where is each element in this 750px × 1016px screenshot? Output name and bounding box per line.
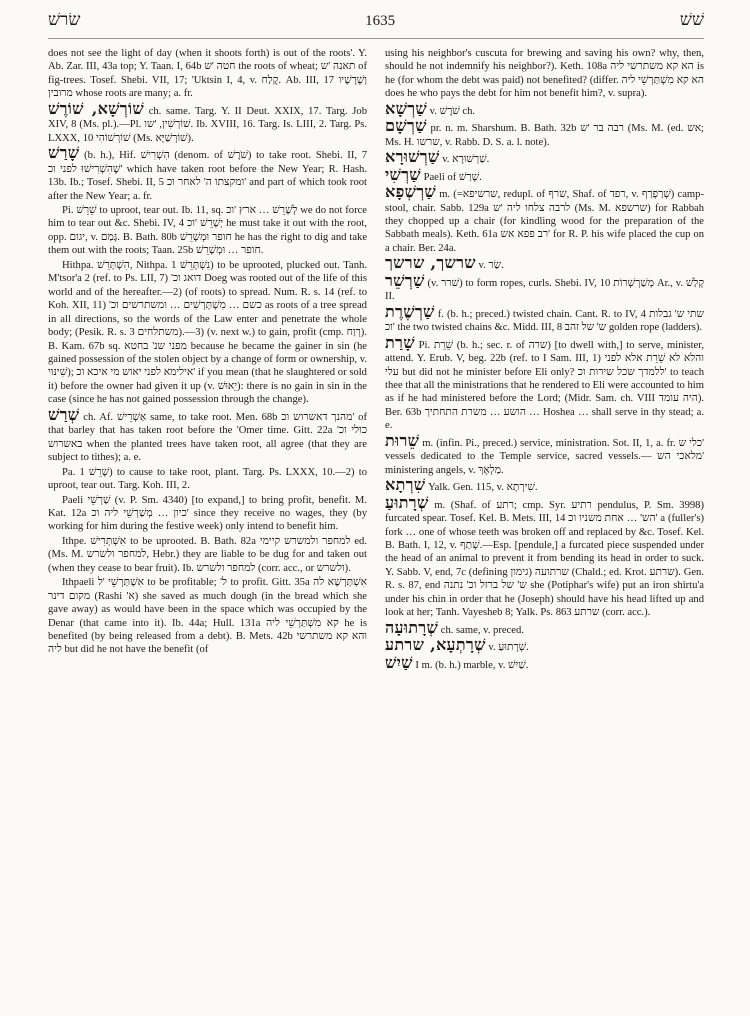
left-column xyxy=(48,47,367,672)
right-headword: שׁשׁ xyxy=(679,10,704,30)
dictionary-entry xyxy=(385,430,704,477)
entry-headword: שַׁרְשֵׁר xyxy=(385,270,425,290)
entry-headword: שָׁרַת xyxy=(385,332,415,352)
dictionary-entry xyxy=(385,253,704,273)
entry-text: v. שַׂר. xyxy=(478,260,504,272)
dictionary-entry xyxy=(385,301,704,335)
entry-text: ch. Af. אַשְׁרֵישׁ same, to take root. Men. 68b מהנך דאשרוש וכ' of that barley that has taken root before the 'Omer time. Gitt. 22a כולי וכ' באשרוש when the planted trees have taken root, all agree (that they are subject to tithes); a. e. xyxy=(48,411,367,464)
entry-text: Pi. שֵׁרֵשׁ to uproot, tear out. Ib. 11, sq. לְשָׁרֵשׁ … ארץ 'וכ we do not force him to tear out &c. Shebi. IV, 4 יְשָׁרֵשׁ 'וכ he must take it out with the root, opp. יגום, v. גָּמַם. B. Bath. 80b חופר וּמְשָׁרֵשׁ he has the right to dig and take them out with the roots; Taan. 25b חופר … וּמְשָׁרֵשׁ. xyxy=(48,204,368,257)
dictionary-entry xyxy=(385,652,704,672)
dictionary-entry xyxy=(48,494,367,534)
dictionary-entry xyxy=(385,98,704,118)
dictionary-entry xyxy=(48,535,367,575)
dictionary-entry xyxy=(48,98,368,145)
dictionary-entry xyxy=(48,143,368,203)
entry-headword: שָׁרַשׁ xyxy=(48,143,80,163)
dictionary-entry xyxy=(48,47,367,101)
entry-headword: שְׁרָתְעָא, שרתע xyxy=(385,635,486,655)
entry-text: using his neighbor's cuscuta for brewing and saving his own? why, then, should he not indemnify his neighbor?). Keth. 108a הא קא משתרשי ליה is he (for whom the debt was paid) not benefited? (differ. הא קא מִשְׁתַּרְשֵׁי ליה does he who pays the debt for him not benefit him?, v. supra). xyxy=(385,48,704,100)
entry-text: ch. same. Targ. Y. II Deut. XXIX, 17. Targ. Job XIV, 8 (Ms. pl.).—Pl. שׁוֹרְשִׁין, 'שו. Ib. XVIII, 16. Targ. Is. LIII, 2. Targ. Ps. LXXX, 10 שׁוֹרְשׁוֹהִי (Ms. שׁוֹרְשַׁיָּא). xyxy=(48,105,368,144)
entry-headword: שַׁרְשָׁא xyxy=(385,98,427,118)
entry-text: v. שֹׁרֶשׁ ch. xyxy=(429,105,476,117)
dictionary-entry xyxy=(385,116,704,149)
dictionary-entry xyxy=(385,147,704,167)
dictionary-entry xyxy=(385,635,704,655)
entry-text: pr. n. m. Sharshum. B. Bath. 32b רבה בר 'ש (Ms. M. (ed. אש; Ms. H. שרשו, v. Rabb. D. S. a. l. note). xyxy=(385,123,704,148)
dictionary-entry xyxy=(385,492,705,620)
entry-headword: שְׁרָתוּעַ xyxy=(385,492,429,512)
page-number: 1635 xyxy=(365,13,396,29)
entry-text: Ithpaeli אִשְׁתַּרְשֵׁי 'ל to be profitable; 'ל to profit. Gitt. 35a אִשְׁתַּרְשָׁא לה מקום דינר (Rashi 'א) she saved as much dough (in the bread which she gave away) as would have been in the space which was occupied by the Denar (that came into it). Ib. 44a; Hull. 131a קא מִשְׁתַּרְשֵׁי ליה he is benefited (by being released from a debt). B. Mets. 42b והא קא משתרשי ליה but did he not have the benefit (of xyxy=(48,577,367,656)
entry-text: Hithpa. הִשְׁתָּרֵשׁ, Nithpa. נִשְׁתָּרֵשׁ 1) to be uprooted, plucked out. Tanh. M'tsor'a 2 (ref. to Ps. LII, 7) 'דואג וכ Doeg was rooted out of the life of this world and of the hereafter.—2) (of roots) to spread. Num. R. s. 14 (ref. to Koh. XII, 11) 'כשם … מִשְׁתָּרְשִׁים … ומשתרשים וכ as roots of a tree spread in all directions, so the words of the Law enter and penetrate the whole body; (Pesik. R. s. 3 משתלחים).—3) (v. next w.) to gain, profit (cmp. רְוַח). B. Kam. 67b sq. מפני שנ' בחטא because he became the gainer in sin (he gained possession of the stolen object by a change of form or ownership, v. שִׁינּוּי); אילימא לפני יאוש מי איכא וכ' if you mean (that he slaughtered or sold it) before the owner had given it up (v. יֵאוּשׁ): there is no gain in sin in the case (since he has not gained possession through the change). xyxy=(48,259,367,406)
dictionary-entry xyxy=(385,47,704,101)
entry-text: Paeli שַׁרְשֵׁי (v. P. Sm. 4340) [to expand,] to bring profit, benefit. M. Kat. 12a כיון … מְשַׁרְשֵׁי ליה וכ' since they receive no wages, they (by working for him during the festive week) only intend to benefit him. xyxy=(48,494,368,533)
entry-text: Ithpe. אִשְׁתְּרִישׁ to be uprooted. B. Bath. 82a למחפר ולמשרש קיימי ed. (Ms. M. למחפר ולשרש, Hebr.) they are liable to be dug for and taken out (when they cease to bear fruit). Ib. למחפר ולשרש (corr. acc., or ולשרש). xyxy=(48,535,367,574)
text-columns xyxy=(48,47,704,672)
entry-text: m. (=שרשיפא, redupl. of שרף, Shaf. of רפד, v. שְׁרַפְרַף) camp-stool, chair. Sabb. 129a לרבה צלחו ליה 'ש (Ms. M. שרשפא) for Rabbah they chopped up a chair (for kindling wood for the preparation of the Sabbath meals). Keth. 61a רב פפא אש' for R. P. his wife placed the cup on a chair. Ber. 24a. xyxy=(385,189,705,254)
entry-headword: שׁוֹרְשָׁא, שׁוֹרֶשׁ xyxy=(48,98,144,118)
entry-headword: שְׁרָתוּעָה xyxy=(385,617,439,637)
entry-headword: שְׁרַשׁ xyxy=(48,404,80,424)
entry-text: does not see the light of day (when it shoots forth) is out of the roots'. Y. Ab. Zar. III, 43a top; Y. Taan. I, 64b חטה 'ש the roots of wheat; תאנה 'ש of fig-trees. Tosef. Shebi. VII, 17; 'Uktsin I, 4, v. קֶלַח. Ab. III, 17 וְשָׁרָשָׁיו מרובין whose roots are many; a. fr. xyxy=(48,48,368,100)
running-header xyxy=(48,10,704,39)
dictionary-entry xyxy=(48,259,367,407)
left-headword: שׂרשׁ xyxy=(48,10,81,30)
entry-headword: שרשך, שרשך xyxy=(385,253,476,273)
entry-text: m. (Shaf. of רתע; cmp. Syr. רתיע pendulus, P. Sm. 3998) furcated spear. Tosef. Kel. B. Mets. III, 14 הש' … אחת משניו וכ' a (fuller's) fork … one of whose teeth was broken off and replaced by &c. Tosef. Kel. B. Bath. I, 12, v. שְׁתַף.—Esp. [pendule,] a furcated piece suspended under the head of an animal to prevent it from bending its head in order to suck. Y. Sabb. V, end, 7c (defining שרתועה (גימון (Chald.; ed. Krot. שרתע). Gen. R. s. 87, end ש' של ברזל וכ' נתנה she (Potiphar's wife) put an iron shirtu'a under his chin in order that he (Joseph) should have his head lifted up and look at her; Tanh. Vayesheb 8; Yalk. Ps. 863 שרתע (corr. acc.). xyxy=(385,499,705,619)
dictionary-entry xyxy=(385,332,705,433)
entry-text: Pa. שָׁרֵשׁ 1) to cause to take root, plant. Targ. Ps. LXXX, 10.—2) to uproot, tear out. Targ. Koh. III, 2. xyxy=(48,466,368,492)
entry-headword: שַׁיִשׁ xyxy=(385,652,413,672)
entry-text: (v. שׁרר) to form ropes, curls. Shebi. IV, 10 מְשַׁרְשְׁרוֹת Ar., v. קָלַשׁ II. xyxy=(385,277,705,303)
entry-headword: שַׁרְשָׁם xyxy=(385,116,427,136)
entry-text: (b. h.), Hif. הִשְׁרִישׁ (denom. of שֹׁרֶשׁ) to take root. Shebi. II, 7 שֶׁהִשְׁרִישׁוּ לפני וכ' which have taken root before the New Year; R. Hash. 13b. Ib.; Tosef. Shebi. II, 5 ומקצתו ה' לאחר וכ' and part of which took root after the New Year; a. fr. xyxy=(48,150,368,202)
dictionary-entry xyxy=(385,182,705,255)
entry-headword: שַׁרְשׁוּרָא xyxy=(385,147,440,167)
entry-headword: שַׁרְשֶׁרֶת xyxy=(385,301,435,321)
entry-text: v. שְׁרָתוּעַ. xyxy=(488,642,529,654)
entry-headword: שֵׁרוּת xyxy=(385,430,420,450)
dictionary-entry xyxy=(48,404,367,465)
right-column xyxy=(385,47,704,672)
dictionary-entry xyxy=(48,466,367,493)
entry-text: ch. same, v. preced. xyxy=(440,624,524,636)
dictionary-entry xyxy=(48,576,367,657)
entry-text: Yalk. Gen. 115, v. שִׁירְתָא. xyxy=(428,482,538,494)
dictionary-entry xyxy=(48,204,367,258)
entry-headword: שַׁרְשִׁי xyxy=(385,164,421,184)
dictionary-entry xyxy=(385,270,705,304)
entry-headword: שַׁרְשְׁפָא xyxy=(385,182,436,202)
entry-text: I m. (b. h.) marble, v. שַׁיִשׁ. xyxy=(415,659,529,671)
entry-text: v. שַׁרְשׁוּרָא. xyxy=(442,154,490,166)
entry-text: f. (b. h.; preced.) twisted chain. Cant. R. to IV, 4 שתי ש' גבלות וכ' the two twisted chains &c. Midd. III, 8 ש' של זהב golden rope (ladders). xyxy=(385,308,704,334)
entry-text: Paeli of שָׁרַשׁ. xyxy=(423,171,482,183)
entry-text: m. (infin. Pi., preced.) service, ministration. Sot. II, 1, a. fr. כלי ש' vessels dedicated to the Temple service, sacred vessels.— מלאכי הש' ministering angels, v. מַלְאָךְ. xyxy=(385,437,704,476)
entry-text: Pi. שֵׁרֵת (b. h.; sec. r. of שרה) [to dwell with,] to serve, minister, attend. Y. Erub. V, beg. 22b (ref. to I Sam. III, 1) והלא לא שֵׁרֵת אלא לפני עלי but did not he minister before Eli only? ללמדך שכל שירות וכ' to teach thee that all the ministrations that he rendered to Eli were accounted to him as if he had ministered before the Lord; (Midr. Sam. ch. VIII היה עומד). Ber. 63b הושע … משרת התחתיך … Hoshea … shall serve in thy stead; a. e. xyxy=(385,339,705,432)
entry-headword: שִׁרְתָא xyxy=(385,475,426,495)
dictionary-entry xyxy=(385,475,704,495)
